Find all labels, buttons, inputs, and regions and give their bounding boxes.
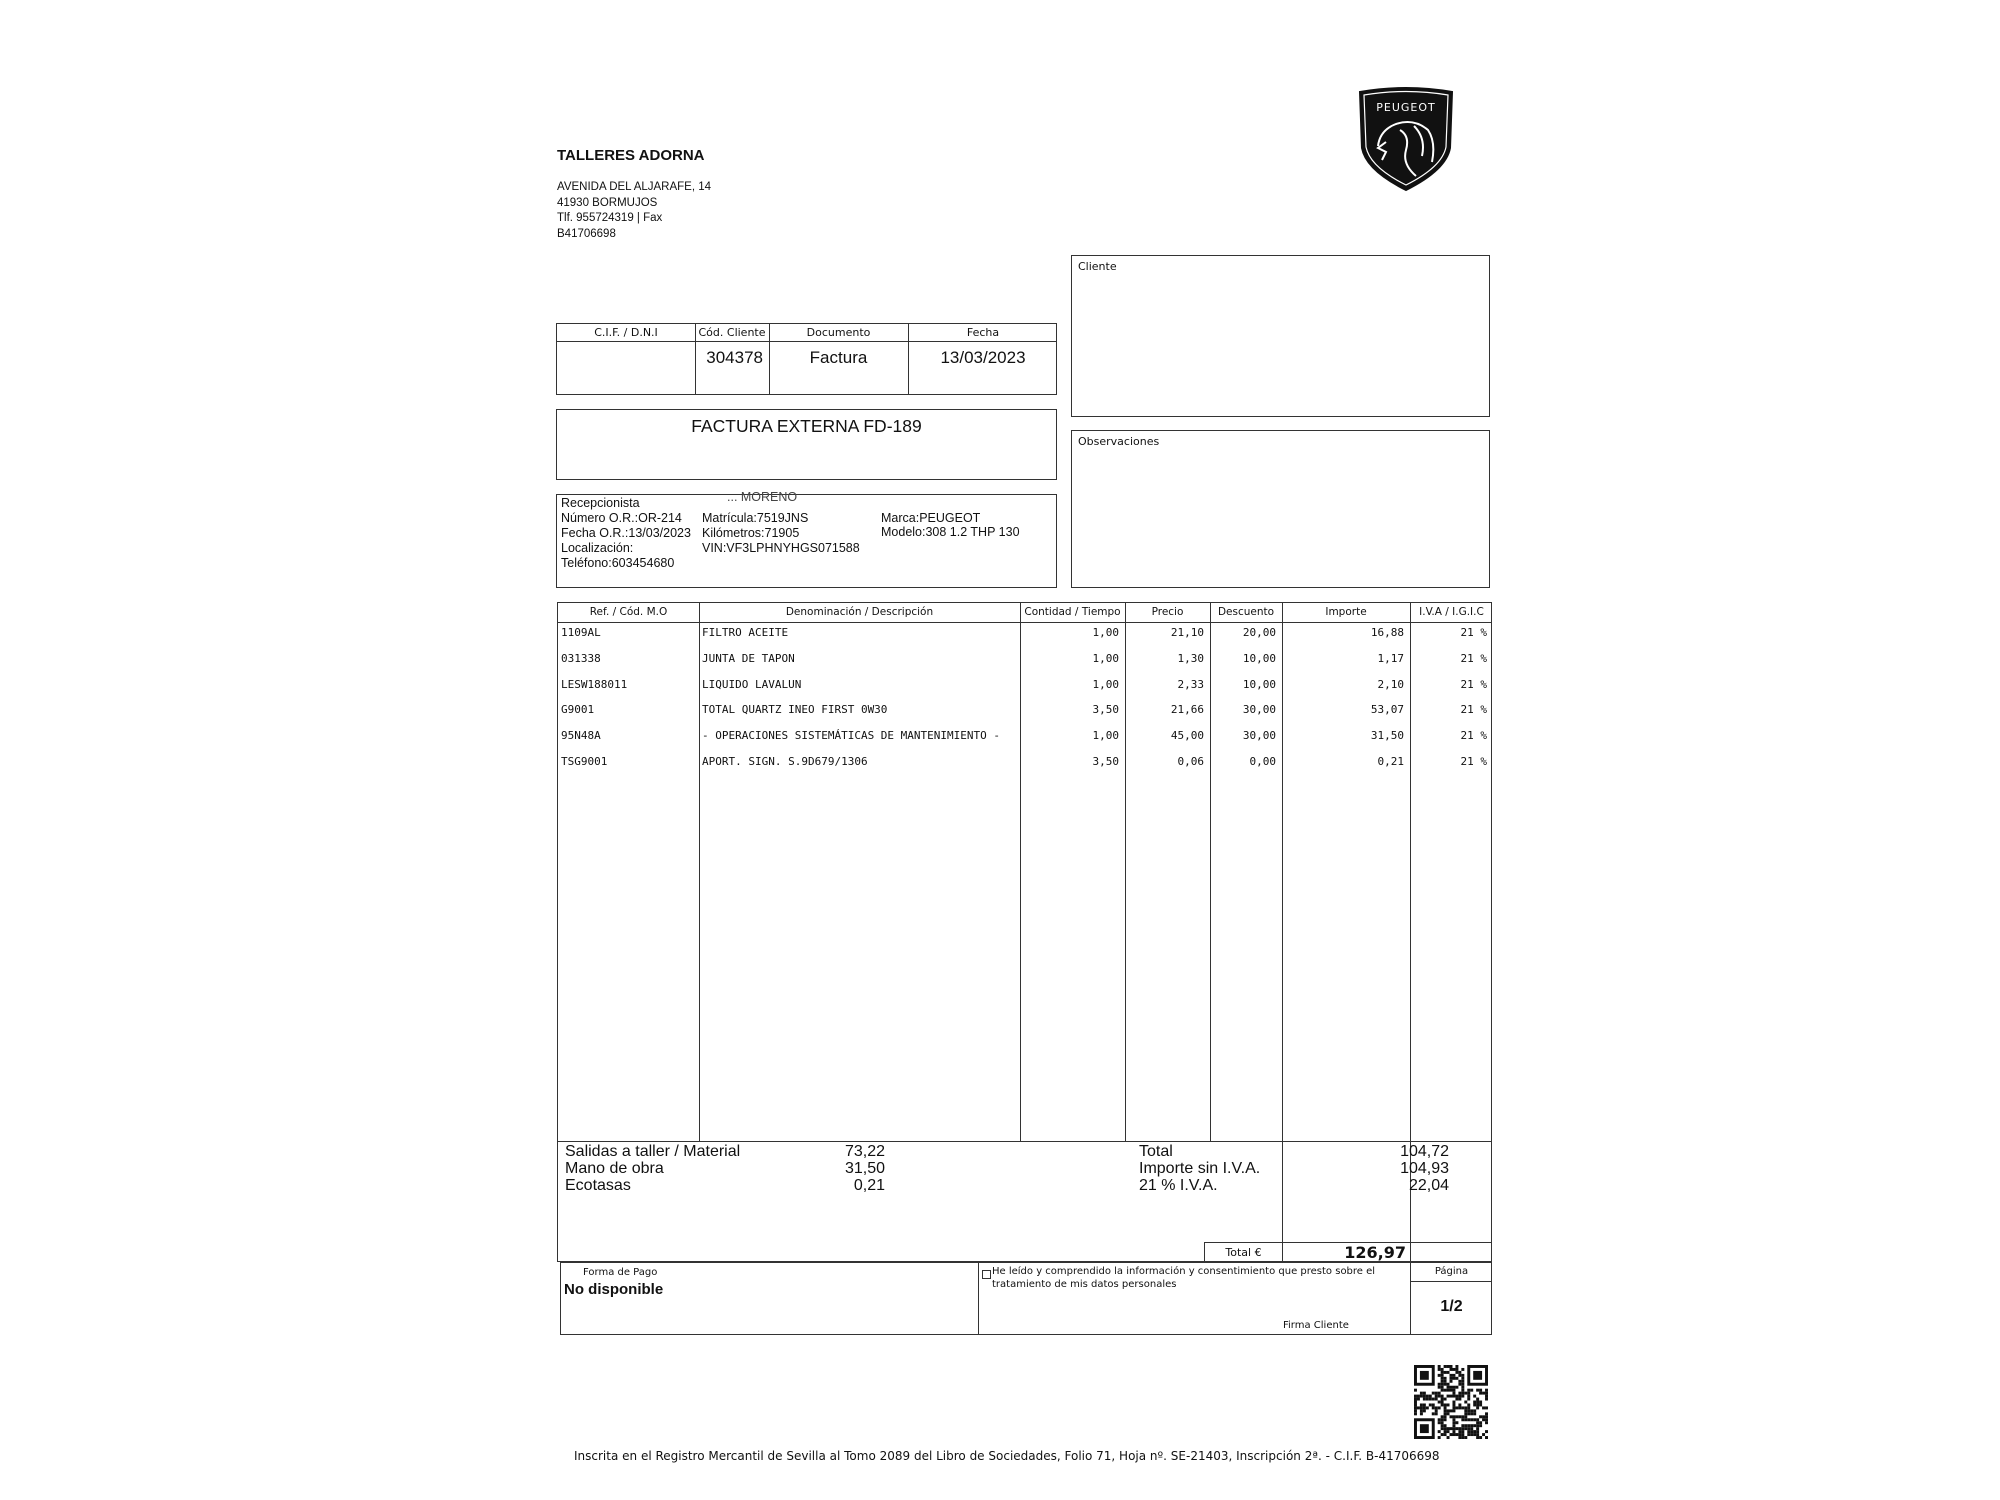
or-date: Fecha O.R.:13/03/2023 bbox=[561, 526, 691, 540]
company-name: TALLERES ADORNA bbox=[557, 147, 705, 164]
cell-discount: 10,00 bbox=[1242, 677, 1276, 691]
peugeot-logo bbox=[1356, 86, 1456, 192]
header-client-code: Cód. Cliente bbox=[698, 326, 766, 339]
cell-ref: 1109AL bbox=[561, 626, 601, 639]
company-phone: Tlf. 955724319 | Fax bbox=[557, 212, 663, 224]
invoice-title-box bbox=[556, 409, 1057, 480]
model: Modelo:308 1.2 THP 130 bbox=[881, 525, 1020, 539]
brand: Marca:PEUGEOT bbox=[881, 511, 981, 525]
column-header-description: Denominación / Descripción bbox=[785, 606, 934, 618]
consent-text-2: tratamiento de mis datos personales bbox=[992, 1279, 1177, 1290]
column-header-vat: I.V.A / I.G.I.C bbox=[1419, 606, 1484, 618]
cell-vat: 21 % bbox=[1460, 755, 1487, 768]
column-header-price: Precio bbox=[1151, 606, 1184, 618]
material-label: Salidas a taller / Material bbox=[565, 1143, 741, 1160]
vat-value: 22,04 bbox=[1408, 1177, 1449, 1194]
eco-label: Ecotasas bbox=[565, 1177, 631, 1194]
grand-total-label: Total € bbox=[1225, 1246, 1262, 1259]
cell-discount: 0,00 bbox=[1249, 755, 1276, 768]
location: Localización: bbox=[561, 541, 634, 555]
cell-price: 1,30 bbox=[1177, 651, 1204, 665]
receptionist-label: Recepcionista bbox=[561, 496, 640, 510]
grand-total-row bbox=[1204, 1242, 1492, 1262]
company-city: 41930 BORMUJOS bbox=[557, 197, 658, 209]
cell-ref: G9001 bbox=[561, 703, 595, 717]
column-header-amount: Importe bbox=[1325, 606, 1367, 618]
column-header-discount: Descuento bbox=[1217, 606, 1275, 618]
page-label: Página bbox=[1434, 1266, 1469, 1277]
cell-quantity: 3,50 bbox=[1092, 755, 1119, 768]
cell-quantity: 1,00 bbox=[1092, 677, 1119, 691]
table-row bbox=[558, 650, 1491, 668]
cell-ref: 95N48A bbox=[561, 729, 601, 743]
cell-vat: 21 % bbox=[1460, 626, 1487, 639]
company-address: AVENIDA DEL ALJARAFE, 14 bbox=[557, 181, 712, 193]
client-box bbox=[1071, 255, 1490, 417]
logo-text: PEUGEOT bbox=[1376, 101, 1436, 114]
table-row bbox=[558, 676, 1491, 694]
date-value: 13/03/2023 bbox=[940, 348, 1026, 367]
total-label: Total bbox=[1139, 1143, 1173, 1160]
cell-description: FILTRO ACEITE bbox=[702, 626, 789, 639]
cell-price: 45,00 bbox=[1170, 729, 1204, 743]
cell-discount: 30,00 bbox=[1242, 729, 1276, 743]
client-label: Cliente bbox=[1078, 260, 1117, 273]
cell-price: 0,06 bbox=[1177, 755, 1204, 768]
payment-value: No disponible bbox=[564, 1281, 664, 1298]
cell-vat: 21 % bbox=[1460, 651, 1487, 665]
cell-price: 21,10 bbox=[1170, 626, 1204, 639]
cell-description: TOTAL QUARTZ INEO FIRST 0W30 bbox=[702, 703, 888, 717]
table-row bbox=[558, 727, 1491, 745]
cell-description: LIQUIDO LAVALUN bbox=[702, 677, 802, 691]
cell-amount: 16,88 bbox=[1370, 626, 1404, 639]
legal-footer: Inscrita en el Registro Mercantil de Sevilla al Tomo 2089 del Libro de Sociedades, Folio 71, Hoja nº. SE-21403, Inscripción 2ª. - C.I.F. B-41706698 bbox=[574, 1449, 1440, 1463]
table-row bbox=[558, 753, 1491, 771]
cell-ref: 031338 bbox=[561, 651, 601, 665]
cell-vat: 21 % bbox=[1460, 703, 1487, 717]
cell-price: 2,33 bbox=[1177, 677, 1204, 691]
cell-discount: 10,00 bbox=[1242, 651, 1276, 665]
phone: Teléfono:603454680 bbox=[561, 556, 675, 570]
cell-ref: LESW188011 bbox=[561, 677, 628, 691]
cell-amount: 1,17 bbox=[1377, 651, 1404, 665]
grand-total-value: 126,97 bbox=[1344, 1243, 1406, 1262]
document-value: Factura bbox=[809, 348, 868, 367]
page-value: 1/2 bbox=[1440, 1298, 1463, 1315]
plate: Matrícula:7519JNS bbox=[702, 511, 809, 525]
cell-discount: 30,00 bbox=[1242, 703, 1276, 717]
vat-label: 21 % I.V.A. bbox=[1139, 1177, 1218, 1194]
cell-amount: 53,07 bbox=[1370, 703, 1404, 717]
vin: VIN:VF3LPHNYHGS071588 bbox=[702, 541, 860, 555]
table-row bbox=[558, 624, 1491, 642]
cell-quantity: 1,00 bbox=[1092, 626, 1119, 639]
cell-description: APORT. SIGN. S.9D679/1306 bbox=[702, 755, 868, 768]
cell-amount: 2,10 bbox=[1377, 677, 1404, 691]
signature-label: Firma Cliente bbox=[1283, 1320, 1349, 1331]
observations-label: Observaciones bbox=[1078, 435, 1160, 448]
cell-vat: 21 % bbox=[1460, 677, 1487, 691]
header-date: Fecha bbox=[966, 326, 1000, 339]
footer-boxes bbox=[560, 1262, 1492, 1335]
cell-quantity: 1,00 bbox=[1092, 651, 1119, 665]
cell-discount: 20,00 bbox=[1242, 626, 1276, 639]
cell-description: - OPERACIONES SISTEMÁTICAS DE MANTENIMIENTO - bbox=[702, 729, 1001, 743]
header-cif: C.I.F. / D.N.I bbox=[594, 326, 658, 339]
consent-checkbox[interactable] bbox=[982, 1270, 991, 1279]
labor-label: Mano de obra bbox=[565, 1160, 664, 1177]
cell-quantity: 3,50 bbox=[1092, 703, 1119, 717]
column-header-quantity: Contidad / Tiempo bbox=[1024, 606, 1121, 618]
column-header-ref: Ref. / Cód. M.O bbox=[589, 606, 668, 618]
cell-quantity: 1,00 bbox=[1092, 729, 1119, 743]
km: Kilómetros:71905 bbox=[702, 526, 800, 540]
receptionist-name: ... MORENO bbox=[727, 490, 798, 504]
total-value: 104,72 bbox=[1400, 1143, 1449, 1160]
cell-ref: TSG9001 bbox=[561, 755, 608, 768]
order-info-box bbox=[556, 490, 1057, 588]
document-header-table bbox=[556, 323, 1057, 395]
material-value: 73,22 bbox=[844, 1143, 885, 1160]
cell-description: JUNTA DE TAPON bbox=[702, 651, 795, 665]
payment-label: Forma de Pago bbox=[583, 1267, 658, 1278]
base-value: 104,93 bbox=[1400, 1160, 1449, 1177]
cell-amount: 31,50 bbox=[1370, 729, 1404, 743]
consent-text: He leído y comprendido la información y consentimiento que presto sobre el bbox=[992, 1266, 1376, 1277]
company-cif: B41706698 bbox=[557, 228, 616, 240]
header-document: Documento bbox=[806, 326, 871, 339]
or-number: Número O.R.:OR-214 bbox=[561, 511, 682, 525]
labor-value: 31,50 bbox=[844, 1160, 885, 1177]
eco-value: 0,21 bbox=[853, 1177, 885, 1194]
base-label: Importe sin I.V.A. bbox=[1139, 1160, 1261, 1177]
invoice-title: FACTURA EXTERNA FD-189 bbox=[691, 416, 922, 436]
observations-box bbox=[1071, 430, 1490, 588]
cell-vat: 21 % bbox=[1460, 729, 1487, 743]
table-row bbox=[558, 701, 1491, 719]
cell-price: 21,66 bbox=[1170, 703, 1204, 717]
client-code-value: 304378 bbox=[706, 348, 763, 367]
qr-code bbox=[1414, 1365, 1488, 1439]
cell-amount: 0,21 bbox=[1377, 755, 1404, 768]
